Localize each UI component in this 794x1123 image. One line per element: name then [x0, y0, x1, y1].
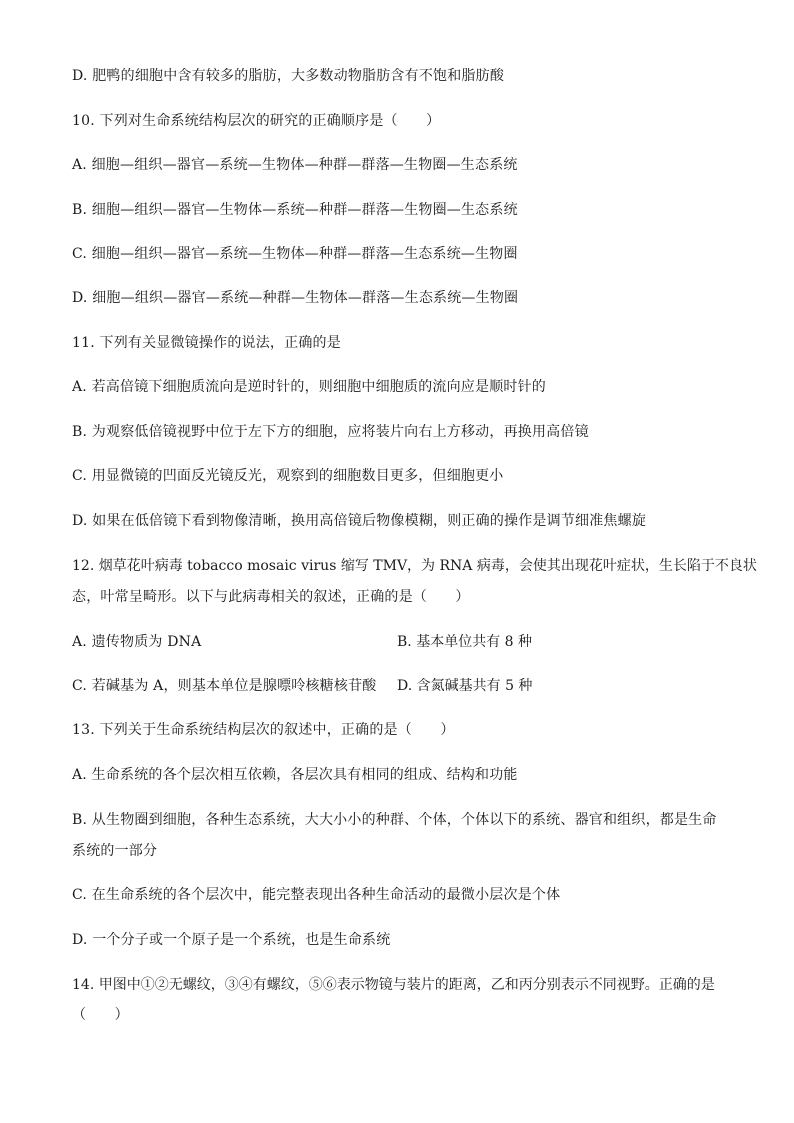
- q9-option-d: D. 肥鸭的细胞中含有较多的脂肪，大多数动物脂肪含有不饱和脂肪酸: [72, 68, 505, 84]
- q13-stem: 13. 下列关于生命系统结构层次的叙述中，正确的是（ ）: [72, 722, 455, 738]
- q10-option-d: D. 细胞—组织—器官—系统—种群—生物体—群落—生态系统—生物圈: [72, 290, 519, 306]
- q11-option-a: A. 若高倍镜下细胞质流向是逆时针的，则细胞中细胞质的流向应是顺时针的: [72, 379, 547, 395]
- q11-option-b: B. 为观察低倍镜视野中位于左下方的细胞，应将装片向右上方移动，再换用高倍镜: [72, 424, 589, 440]
- q14-stem-line1: 14. 甲图中①②无螺纹，③④有螺纹，⑤⑥表示物镜与装片的距离，乙和丙分别表示不同视野。正确的是: [72, 977, 715, 993]
- q13-option-a: A. 生命系统的各个层次相互依赖，各层次具有相同的组成、结构和功能: [72, 767, 518, 783]
- q12-option-c: C. 若碱基为 A，则基本单位是腺嘌呤核糖核苷酸: [72, 678, 377, 694]
- q12-option-a: A. 遗传物质为 DNA: [72, 634, 202, 650]
- q11-option-c: C. 用显微镜的凹面反光镜反光，观察到的细胞数目更多，但细胞更小: [72, 468, 504, 484]
- q10-option-a: A. 细胞—组织—器官—系统—生物体—种群—群落—生物圈—生态系统: [72, 157, 518, 173]
- q13-option-d: D. 一个分子或一个原子是一个系统，也是生命系统: [72, 932, 391, 948]
- q13-option-b-line1: B. 从生物圈到细胞，各种生态系统，大大小小的种群、个体，个体以下的系统、器官和组织，都是生命: [72, 812, 717, 828]
- q12-option-d: D. 含氮碱基共有 5 种: [397, 678, 533, 694]
- q12-option-b: B. 基本单位共有 8 种: [397, 634, 532, 650]
- q11-option-d: D. 如果在低倍镜下看到物像清晰，换用高倍镜后物像模糊，则正确的操作是调节细准焦螺旋: [72, 513, 647, 529]
- q14-stem-line2: （ ）: [72, 1007, 129, 1023]
- q10-stem: 10. 下列对生命系统结构层次的研究的正确顺序是（ ）: [72, 113, 441, 129]
- q12-stem-line2: 态，叶常呈畸形。以下与此病毒相关的叙述，正确的是（ ）: [72, 589, 470, 605]
- q11-stem: 11. 下列有关显微镜操作的说法，正确的是: [72, 335, 341, 351]
- q12-stem-line1: 12. 烟草花叶病毒 tobacco mosaic virus 缩写 TMV，为 RNA 病毒，会使其出现花叶症状，生长陷于不良状: [72, 558, 757, 574]
- q10-option-c: C. 细胞—组织—器官—系统—生物体—种群—群落—生态系统—生物圈: [72, 246, 518, 262]
- q13-option-b-line2: 系统的一部分: [72, 843, 158, 859]
- q10-option-b: B. 细胞—组织—器官—生物体—系统—种群—群落—生物圈—生态系统: [72, 202, 518, 218]
- q13-option-c: C. 在生命系统的各个层次中，能完整表现出各种生命活动的最微小层次是个体: [72, 887, 561, 903]
